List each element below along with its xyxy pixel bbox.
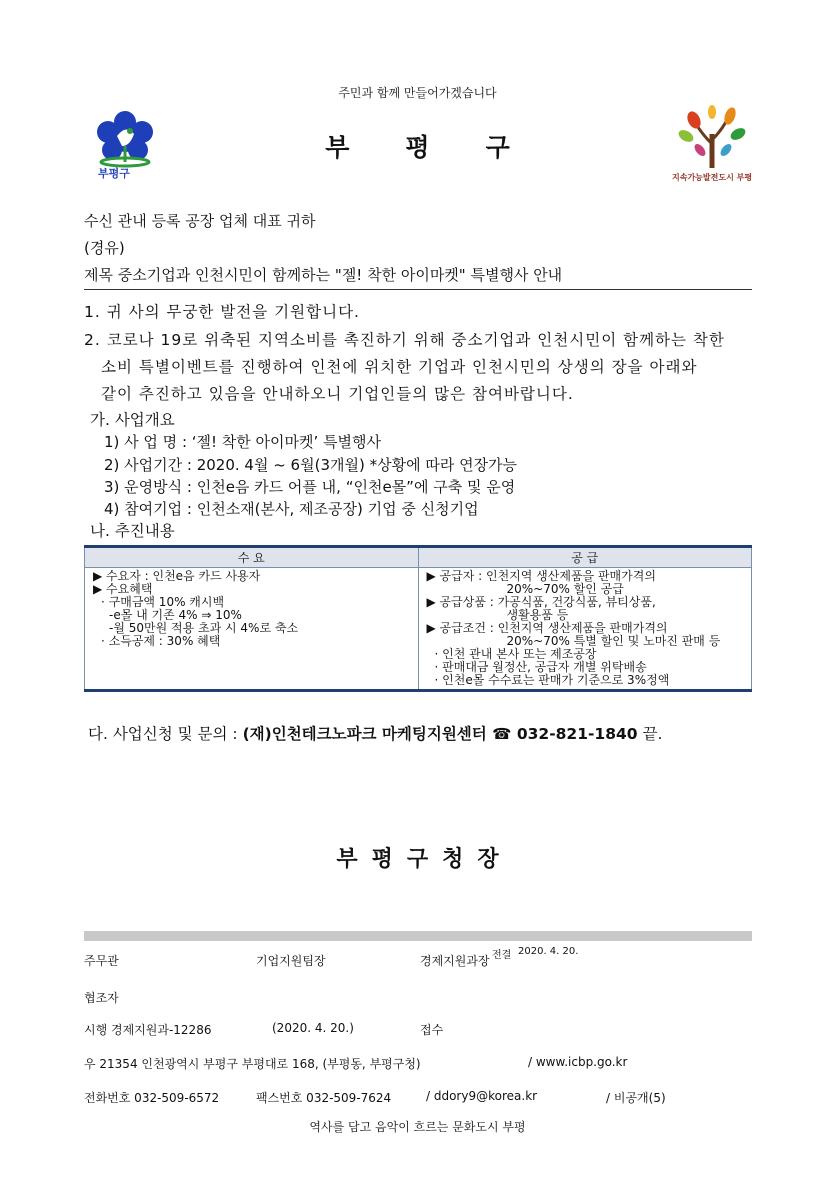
signature: 부평구청장 <box>336 847 513 872</box>
footer-lead-label: 주무관 <box>84 954 119 968</box>
left-logo-label: 부평구 <box>98 167 130 180</box>
overview-item-4: 4) 참여기업 : 인천소재(본사, 제조공장) 기업 중 신청기업 <box>104 500 479 518</box>
demand-supply-table <box>84 545 752 692</box>
paragraph-2-line-1: 2. 코로나 19로 위축된 지역소비를 촉진하기 위해 중소기업과 인천시민이 함께하는 착한 <box>84 331 725 349</box>
demand-cell <box>85 568 419 691</box>
supply-line: · 판매대금 월정산, 공급자 개별 위탁배송 <box>434 660 647 674</box>
contact-line <box>88 722 662 744</box>
subject-line: 제목 중소기업과 인천시민이 함께하는 "젤! 착한 아이마켓" 특별행사 안내 <box>84 266 563 284</box>
via-line: (경유) <box>84 239 125 257</box>
contact-end: 끝. <box>637 725 663 743</box>
right-logo-label: 지속가능발전도시 부평 <box>672 173 753 182</box>
org-title: 부평구 <box>325 133 566 162</box>
footer-team-leader: 기업지원팀장 <box>256 954 326 968</box>
footer-address: 우 21354 인천광역시 부평구 부평대로 168, (부평동, 부평구청) <box>84 1057 421 1071</box>
demand-line: -e몰 내 기존 4% ⇒ 10% <box>109 608 242 622</box>
demand-header: 수 요 <box>85 547 419 568</box>
supply-line: ▶ 공급조건 : 인천지역 생산제품을 판매가격의 <box>426 621 668 635</box>
paragraph-2-line-3: 같이 추진하고 있음을 안내하오니 기업인들의 많은 참여바랍니다. <box>101 385 574 403</box>
recipient-line: 수신 관내 등록 공장 업체 대표 귀하 <box>84 212 316 230</box>
supply-line: · 인천 관내 본사 또는 제조공장 <box>434 647 597 661</box>
demand-line: ▶ 수요자 : 인천e음 카드 사용자 <box>93 569 261 583</box>
demand-line: -월 50만원 적용 초과 시 4%로 축소 <box>109 621 299 635</box>
paragraph-2-line-2: 소비 특별이벤트를 진행하여 인천에 위치한 기업과 인천시민의 상생의 장을 아래와 <box>101 358 698 376</box>
supply-header: 공 급 <box>418 547 752 568</box>
footer-cooperator: 협조자 <box>84 991 119 1005</box>
footer-disclosure: / 비공개(5) <box>606 1091 666 1105</box>
supply-line: 생활용품 등 <box>506 608 569 622</box>
paragraph-1: 1. 귀 사의 무궁한 발전을 기원합니다. <box>84 303 360 321</box>
supply-cell <box>418 568 752 691</box>
footer-approval-mark: 전결 <box>492 950 512 961</box>
demand-line: · 소득공제 : 30% 혜택 <box>101 634 221 648</box>
overview-item-1: 1) 사 업 명 : ‘젤! 착한 아이마켓’ 특별행사 <box>104 433 382 451</box>
section-ga-heading: 가. 사업개요 <box>90 411 175 429</box>
supply-line: ▶ 공급상품 : 가공식품, 건강식품, 뷰티상품, <box>426 595 656 609</box>
supply-line: 20%~70% 특별 할인 및 노마진 판매 등 <box>506 634 721 648</box>
contact-prefix: 다. 사업신청 및 문의 : <box>88 725 243 743</box>
subject-divider <box>84 289 752 290</box>
demand-line: · 구매금액 10% 캐시백 <box>101 595 225 609</box>
supply-line: 20%~70% 할인 공급 <box>506 582 624 596</box>
footer-phone: 전화번호 032-509-6572 <box>84 1091 220 1105</box>
demand-line: ▶ 수요혜택 <box>93 582 153 596</box>
footer-division-head: 경제지원과장 <box>420 954 490 968</box>
supply-line: ▶ 공급자 : 인천지역 생산제품을 판매가격의 <box>426 569 656 583</box>
overview-item-2: 2) 사업기간 : 2020. 4월 ~ 6월(3개월) *상황에 따라 연장가능 <box>104 456 518 474</box>
supply-line: · 인천e몰 수수료는 판매가 기준으로 3%정액 <box>434 673 670 687</box>
footer-approval-date: 2020. 4. 20. <box>518 946 579 957</box>
overview-item-3: 3) 운영방식 : 인천e음 카드 어플 내, “인천e몰”에 구축 및 운영 <box>104 478 516 496</box>
footer-enforcement: 시행 경제지원과-12286 <box>84 1023 212 1037</box>
slogan: 주민과 함께 만들어가겠습니다 <box>338 86 497 100</box>
footer-receipt: 접수 <box>420 1023 444 1037</box>
contact-org: (재)인천테크노파크 마케팅지원센터 ☎ 032-821-1840 <box>242 725 638 743</box>
footer-enforcement-date: (2020. 4. 20.) <box>272 1021 354 1035</box>
section-na-heading: 나. 추진내용 <box>90 522 175 540</box>
footer-website: / www.icbp.go.kr <box>528 1055 628 1069</box>
footer-divider <box>84 931 752 941</box>
footer-motto: 역사를 담고 음악이 흐르는 문화도시 부평 <box>309 1120 526 1134</box>
footer-email: / ddory9@korea.kr <box>426 1089 538 1103</box>
footer-fax: 팩스번호 032-509-7624 <box>256 1091 392 1105</box>
sustainable-city-tree-icon <box>672 104 752 170</box>
